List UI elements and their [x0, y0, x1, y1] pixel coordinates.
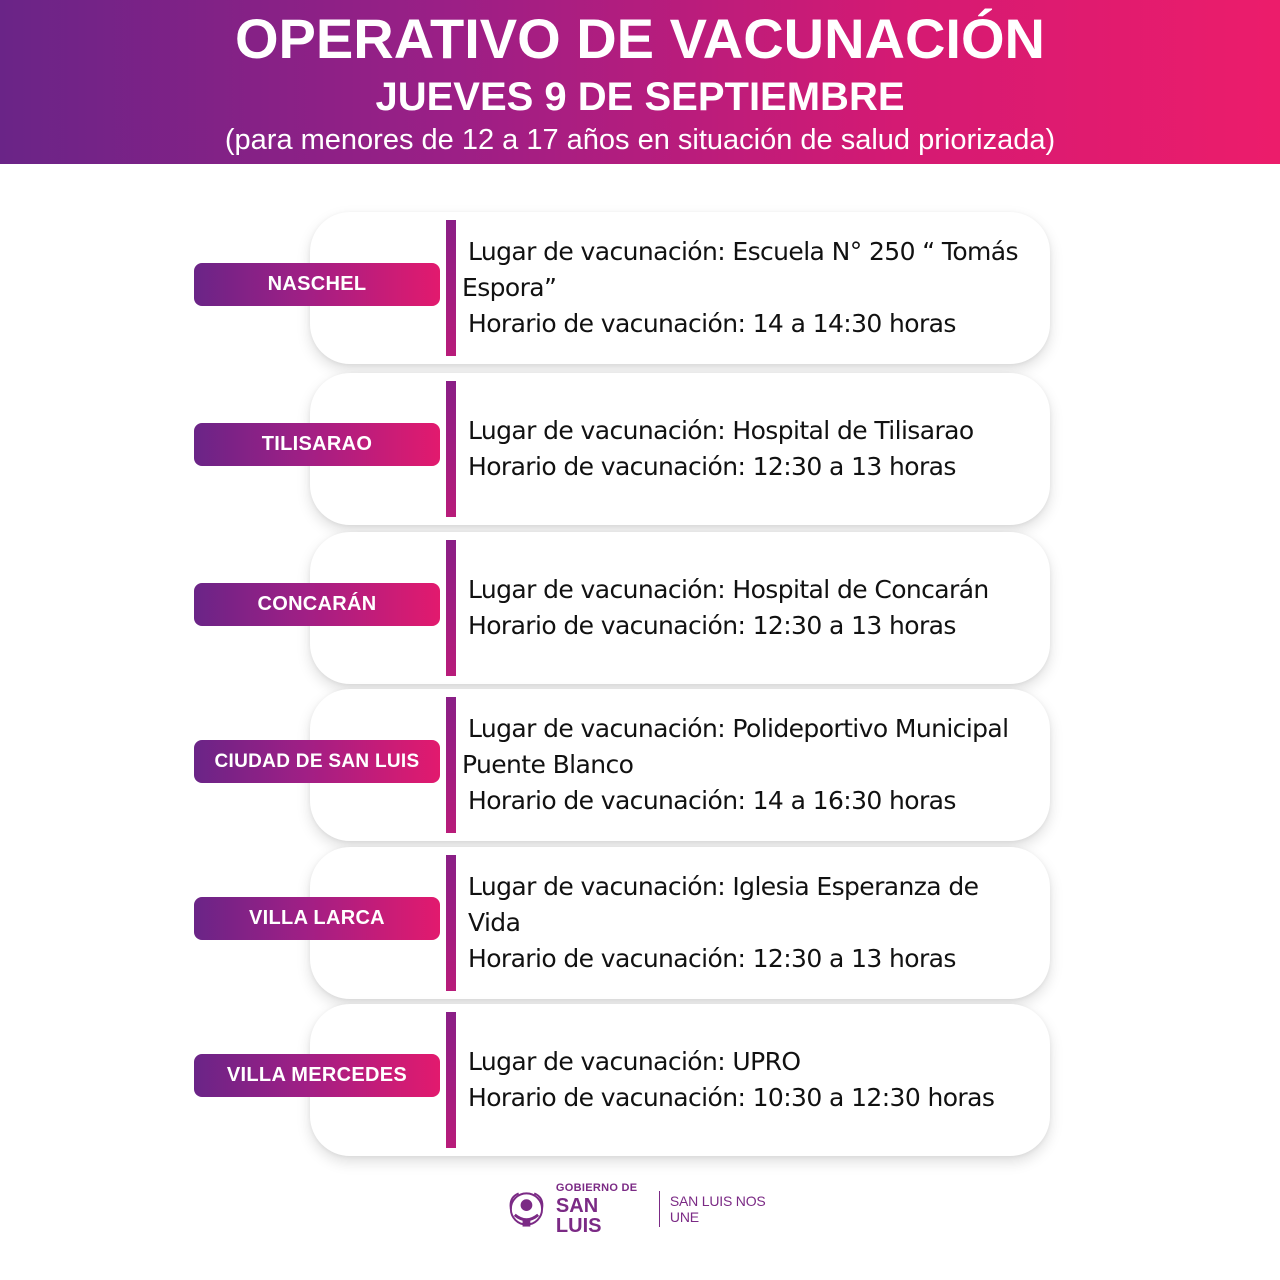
- card-divider: [446, 220, 456, 356]
- location-details: [462, 532, 1020, 684]
- venue-text: Lugar de vacunación: Iglesia Esperanza de Vida: [468, 872, 979, 937]
- gov-line-1: GOBIERNO DE: [555, 1181, 638, 1194]
- page-title: OPERATIVO DE VACUNACIÓN: [235, 7, 1045, 70]
- government-wordmark: [556, 1183, 647, 1236]
- location-label-villa-mercedes: VILLA MERCEDES: [194, 1054, 440, 1097]
- location-label-villa-larca: VILLA LARCA: [194, 897, 440, 940]
- location-details: [462, 373, 1020, 525]
- card-divider: [446, 697, 456, 833]
- card-divider: [446, 855, 456, 991]
- venue-text: Lugar de vacunación: Hospital de Concarán: [468, 575, 989, 604]
- venue-text: Lugar de vacunación: UPRO: [468, 1047, 801, 1076]
- slogan: SAN LUIS NOS UNE: [669, 1193, 766, 1225]
- target-audience-note: (para menores de 12 a 17 años en situación de salud priorizada): [224, 124, 1056, 156]
- schedule-text: Horario de vacunación: 14 a 14:30 horas: [468, 309, 956, 338]
- footer-logo: [505, 1181, 795, 1237]
- footer-divider: [659, 1191, 660, 1227]
- location-details: [462, 847, 1020, 999]
- schedule-text: Horario de vacunación: 12:30 a 13 horas: [468, 944, 956, 973]
- provincial-seal-icon: [505, 1187, 548, 1231]
- schedule-text: Horario de vacunación: 14 a 16:30 horas: [468, 786, 956, 815]
- location-details: [462, 1004, 1020, 1156]
- location-label-tilisarao: TILISARAO: [194, 423, 440, 466]
- venue-text: Lugar de vacunación: Hospital de Tilisarao: [468, 416, 974, 445]
- location-details: [462, 689, 1020, 841]
- card-divider: [446, 381, 456, 517]
- schedule-text: Horario de vacunación: 10:30 a 12:30 horas: [468, 1083, 995, 1112]
- card-divider: [446, 1012, 456, 1148]
- venue-text-continued: Espora”: [462, 273, 557, 302]
- location-label-naschel: NASCHEL: [194, 263, 440, 306]
- location-label-ciudad-de-san-luis: CIUDAD DE SAN LUIS: [194, 740, 440, 783]
- header-banner: [0, 0, 1280, 164]
- location-label-concaran: CONCARÁN: [194, 583, 440, 626]
- schedule-text: Horario de vacunación: 12:30 a 13 horas: [468, 611, 956, 640]
- venue-text-continued: Puente Blanco: [462, 750, 634, 779]
- schedule-text: Horario de vacunación: 12:30 a 13 horas: [468, 452, 956, 481]
- venue-text: Lugar de vacunación: Escuela N° 250 “ Tomás: [468, 237, 1018, 266]
- card-divider: [446, 540, 456, 676]
- gov-line-2: SAN LUIS: [555, 1194, 602, 1237]
- venue-text: Lugar de vacunación: Polideportivo Municipal: [468, 714, 1009, 743]
- event-date: JUEVES 9 DE SEPTIEMBRE: [375, 75, 905, 119]
- location-details: [462, 212, 1020, 364]
